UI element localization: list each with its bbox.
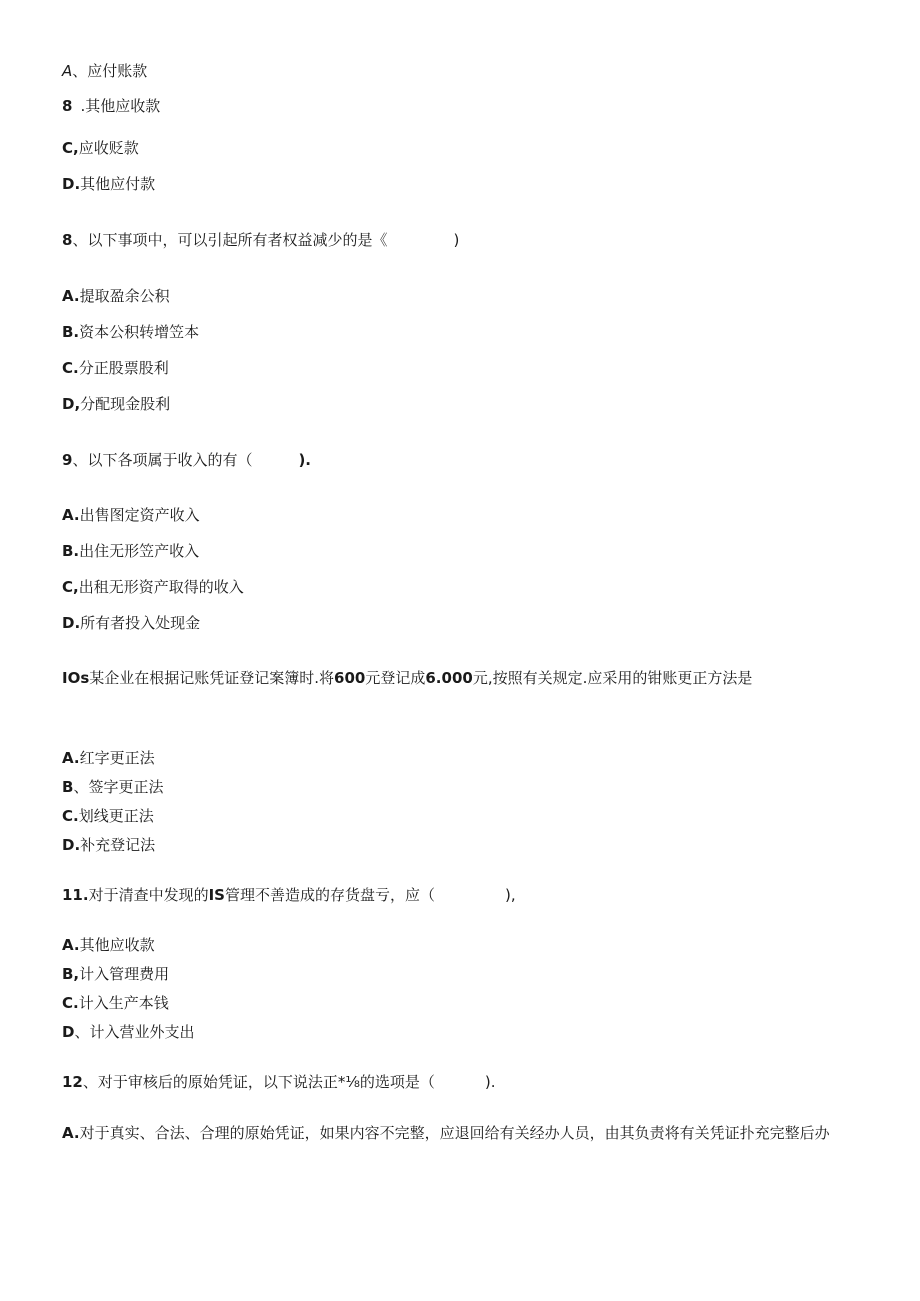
q9-number: 9 <box>62 451 73 469</box>
q10-text-2: 元登记成 <box>365 669 426 687</box>
option-text: 分配现金股利 <box>80 395 171 413</box>
q7-option-c <box>62 138 139 158</box>
option-text: 分正股票股利 <box>78 359 169 377</box>
q11-emph: IS <box>208 886 225 904</box>
option-prefix: C, <box>62 578 79 596</box>
option-prefix: C. <box>62 359 79 377</box>
option-text: 计入管理费用 <box>79 965 170 983</box>
q7-option-b-prefix: 8 <box>62 97 73 115</box>
q11-number: 11. <box>62 886 89 904</box>
q7-option-c-text: 应收贬款 <box>78 139 139 157</box>
q9-option-a <box>62 505 200 525</box>
option-prefix: A. <box>62 1124 80 1142</box>
q7-option-a-text: 、应付账款 <box>72 62 148 80</box>
q11-option-a <box>62 935 155 955</box>
q9-stem <box>62 450 311 470</box>
q10-number: IOs <box>62 669 90 687</box>
q8-option-a <box>62 286 170 306</box>
q7-option-b-text: .其他应收款 <box>80 97 161 115</box>
q8-close: ) <box>453 231 460 249</box>
q7-option-d-text: 其他应付款 <box>80 175 156 193</box>
option-text: 出租无形资产取得的收入 <box>78 578 244 596</box>
option-text: 出住无形笠产收入 <box>79 542 200 560</box>
q12-stem <box>62 1072 496 1092</box>
q10-option-d <box>62 835 155 855</box>
option-prefix: D <box>62 1023 75 1041</box>
option-text: 补充登记法 <box>80 836 156 854</box>
q12-option-a <box>62 1123 830 1143</box>
q7-option-d <box>62 174 155 194</box>
option-text: 提取盈余公积 <box>79 287 170 305</box>
q11-option-d <box>62 1022 194 1042</box>
q9-option-b <box>62 541 199 561</box>
option-text: 、计入营业外支出 <box>74 1023 195 1041</box>
q7-option-d-prefix: D. <box>62 175 81 193</box>
option-prefix: D, <box>62 395 81 413</box>
q10-amount-1: 600 <box>334 669 366 687</box>
q11-option-c <box>62 993 169 1013</box>
option-text: 出售图定资产收入 <box>79 506 200 524</box>
option-text: 划线更正法 <box>78 807 154 825</box>
option-prefix: D. <box>62 836 81 854</box>
option-text: 资本公积转增笠本 <box>79 323 200 341</box>
q11-text-2: 管理不善造成的存货盘亏，应（ <box>224 886 435 904</box>
q10-option-b <box>62 777 163 797</box>
option-text: 所有者投入处现金 <box>80 614 201 632</box>
option-text: 其他应收款 <box>79 936 155 954</box>
q12-number: 12 <box>62 1073 83 1091</box>
q9-option-c <box>62 577 244 597</box>
q7-option-c-prefix: C, <box>62 139 79 157</box>
q11-text-1: 对于清查中发现的 <box>88 886 209 904</box>
q11-option-b <box>62 964 169 984</box>
option-prefix: B <box>62 778 74 796</box>
q10-option-a <box>62 748 155 768</box>
q10-stem <box>62 668 752 688</box>
q7-option-b <box>62 96 160 116</box>
option-prefix: B. <box>62 323 80 341</box>
q11-close: ), <box>505 886 516 904</box>
option-prefix: A. <box>62 506 80 524</box>
option-prefix: A. <box>62 936 80 954</box>
q9-option-d <box>62 613 200 633</box>
option-prefix: A. <box>62 749 80 767</box>
q9-text: 、以下各项属于收入的有（ <box>72 451 253 469</box>
option-prefix: A. <box>62 287 80 305</box>
option-text: 红字更正法 <box>79 749 155 767</box>
q8-option-c <box>62 358 169 378</box>
q8-number: 8 <box>62 231 73 249</box>
option-prefix: B. <box>62 542 80 560</box>
q12-close: ). <box>484 1073 496 1091</box>
q12-text: 、对于审核后的原始凭证，以下说法正*⅛的选项是（ <box>82 1073 435 1091</box>
q9-close: ). <box>298 451 312 469</box>
q10-text-1: 某企业在根据记账凭证登记案簿时.将 <box>89 669 335 687</box>
q7-option-a-prefix: A <box>62 62 73 80</box>
option-text: 、签字更正法 <box>73 778 164 796</box>
q10-amount-2: 6.000 <box>425 669 473 687</box>
q7-option-a <box>62 61 147 81</box>
option-text: 计入生产本钱 <box>78 994 169 1012</box>
option-prefix: B, <box>62 965 80 983</box>
q8-option-d <box>62 394 170 414</box>
option-prefix: C. <box>62 807 79 825</box>
q11-stem <box>62 885 516 905</box>
option-prefix: D. <box>62 614 81 632</box>
q8-stem <box>62 230 459 250</box>
q8-option-b <box>62 322 199 342</box>
option-text: 对于真实、合法、合理的原始凭证，如果内容不完整，应退回给有关经办人员，由其负责将有关凭证扑充完整后办 <box>79 1124 830 1142</box>
q8-text: 、以下事项中，可以引起所有者权益减少的是《 <box>72 231 388 249</box>
q10-text-3: 元,按照有关规定.应采用的钳账更正方法是 <box>472 669 753 687</box>
option-prefix: C. <box>62 994 79 1012</box>
q10-option-c <box>62 806 154 826</box>
